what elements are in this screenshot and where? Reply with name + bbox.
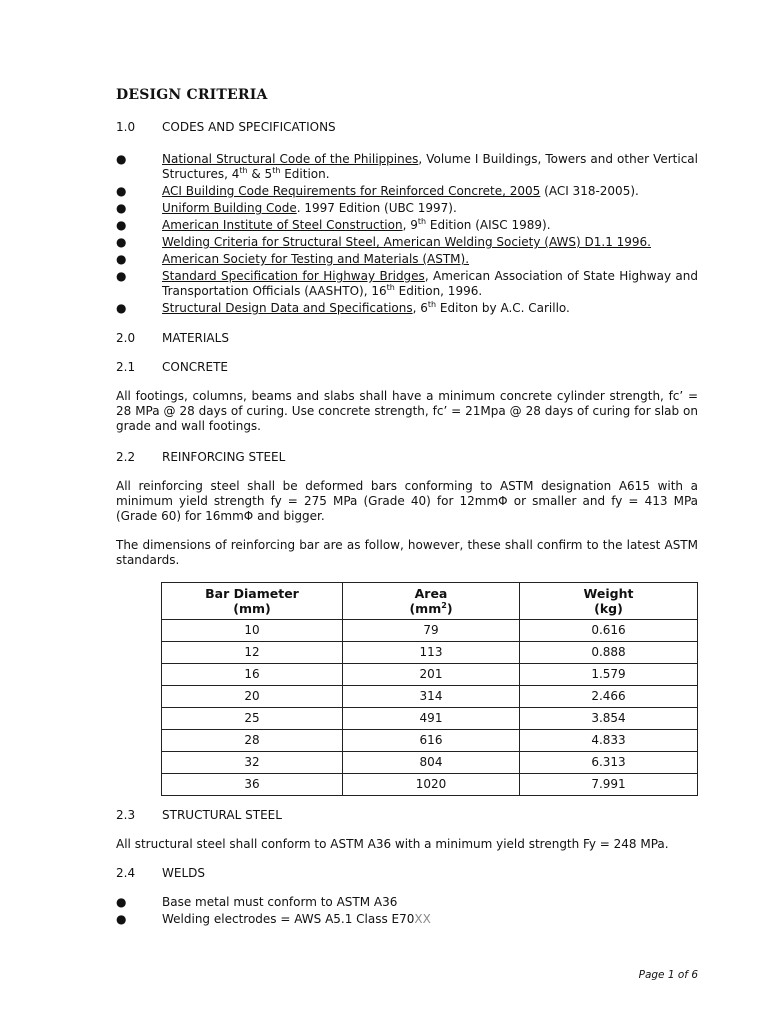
table-row: 16 201 1.579 <box>162 664 698 686</box>
code-link[interactable]: American Society for Testing and Materials (ASTM). <box>162 252 470 266</box>
section-number: 2.4 <box>116 866 136 880</box>
section-number: 2.1 <box>116 360 136 374</box>
bullet-icon: ● <box>116 201 127 215</box>
list-item: ● National Structural Code of the Philippines, Volume I Buildings, Towers and other Vertical Structures, 4th & 5th Edition. <box>116 152 698 181</box>
code-link[interactable]: National Structural Code of the Philippines <box>162 152 419 166</box>
concrete-paragraph: All footings, columns, beams and slabs shall have a minimum concrete cylinder strength, fc’ = 28 MPa @ 28 days of curing. Use concrete strength, fc’ = 21Mpa @ 28 days of curing for slab on grade and wall footings. <box>116 389 698 433</box>
dimensions-paragraph: The dimensions of reinforcing bar are as follow, however, these shall confirm to the latest ASTM standards. <box>116 538 698 567</box>
section-label: MATERIALS <box>162 331 229 345</box>
welds-list <box>116 895 698 929</box>
bullet-icon: ● <box>116 895 127 909</box>
section-label: STRUCTURAL STEEL <box>162 808 282 822</box>
list-item: ● Standard Specification for Highway Bridges, American Association of State Highway and Transportation Officials (AASHTO), 16th Edition, 1996. <box>116 269 698 298</box>
section-label: CONCRETE <box>162 360 229 374</box>
table-row: 10 79 0.616 <box>162 620 698 642</box>
codes-list <box>116 152 698 318</box>
document-title: DESIGN CRITERIA <box>116 87 268 103</box>
bullet-icon: ● <box>116 912 127 926</box>
section-label: CODES AND SPECIFICATIONS <box>162 120 336 134</box>
list-item: ● Base metal must conform to ASTM A36 <box>116 895 398 909</box>
table-row: 36 1020 7.991 <box>162 774 698 796</box>
list-item: ● Uniform Building Code. 1997 Edition (UBC 1997). <box>116 201 457 215</box>
section-number: 2.2 <box>116 450 136 464</box>
code-link[interactable]: Uniform Building Code <box>162 201 297 215</box>
table-header-row <box>162 583 698 620</box>
section-number: 2.3 <box>116 808 136 822</box>
code-link[interactable]: American Institute of Steel Construction <box>162 218 403 232</box>
list-item <box>116 235 698 250</box>
bullet-icon: ● <box>116 235 127 249</box>
bullet-icon: ● <box>116 152 127 166</box>
list-item: ● American Institute of Steel Construction, 9th Edition (AISC 1989). <box>116 217 551 232</box>
header-weight: Weight (kg) <box>520 583 698 620</box>
bullet-icon: ● <box>116 218 127 232</box>
structural-steel-paragraph: All structural steel shall conform to ASTM A36 with a minimum yield strength Fy = 248 MPa. <box>116 837 669 851</box>
page-number: Page 1 of 6 <box>638 969 698 981</box>
bullet-icon: ● <box>116 252 127 266</box>
bar-dimensions-table <box>161 582 698 796</box>
bullet-icon: ● <box>116 301 127 315</box>
header-area: Area $(mm^2)$ <box>343 583 520 620</box>
list-item: ● Structural Design Data and Specifications, 6th Editon by A.C. Carillo. <box>116 300 570 315</box>
bullet-icon: ● <box>116 184 127 198</box>
document-page <box>116 0 698 1024</box>
table-row: 28 616 4.833 <box>162 730 698 752</box>
list-item: ● Welding electrodes = AWS A5.1 Class E70XX <box>116 912 431 926</box>
section-number: 2.0 <box>116 331 136 345</box>
list-item: ● ACI Building Code Requirements for Reinforced Concrete, 2005 (ACI 318-2005). <box>116 184 639 198</box>
code-link[interactable]: ACI Building Code Requirements for Reinforced Concrete, 2005 <box>162 184 541 198</box>
header-bar-diameter: Bar Diameter (mm) <box>162 583 343 620</box>
table-row: 25 491 3.854 <box>162 708 698 730</box>
list-item <box>116 252 698 267</box>
code-link[interactable]: Structural Design Data and Specifications <box>162 301 413 315</box>
table-row: 20 314 2.466 <box>162 686 698 708</box>
reinforcing-paragraph: All reinforcing steel shall be deformed bars conforming to ASTM designation A615 with a minimum yield strength fy = 275 MPa (Grade 40) for 12mmΦ or smaller and fy = 413 MPa (Grade 60) for 16mmΦ and bigger. <box>116 479 698 523</box>
section-label: REINFORCING STEEL <box>162 450 286 464</box>
section-label: WELDS <box>162 866 205 880</box>
table-row: 32 804 6.313 <box>162 752 698 774</box>
code-link[interactable]: Standard Specification for Highway Bridges <box>162 269 425 283</box>
section-number: 1.0 <box>116 120 136 134</box>
bullet-icon: ● <box>116 269 127 283</box>
code-link[interactable]: Welding Criteria for Structural Steel, American Welding Society (AWS) D1.1 1996. <box>162 235 651 249</box>
table-row: 12 113 0.888 <box>162 642 698 664</box>
